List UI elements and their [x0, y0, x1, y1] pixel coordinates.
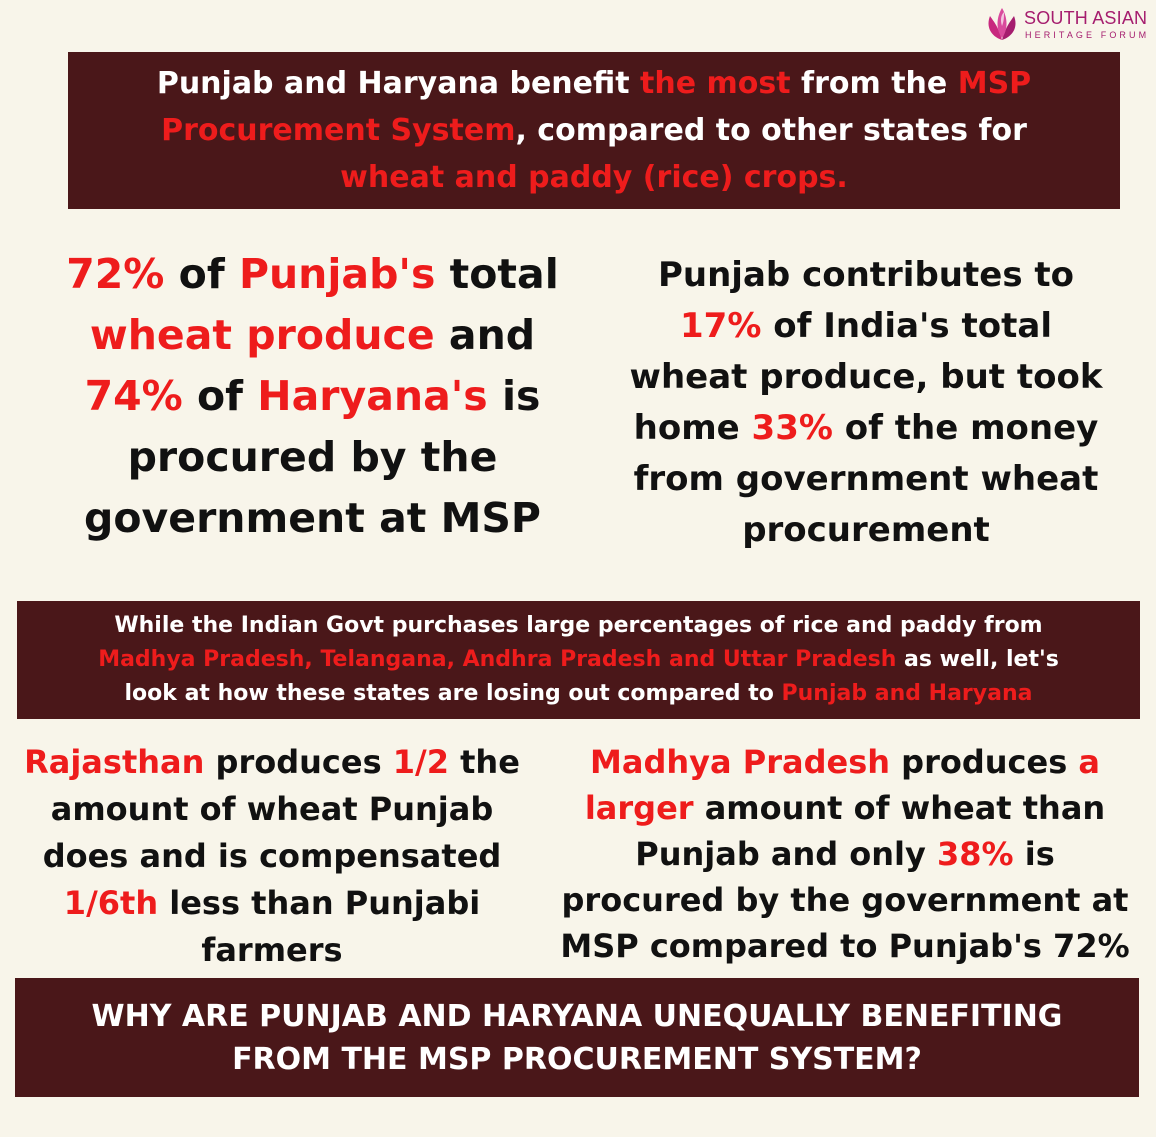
brand-name: SOUTH ASIAN: [1024, 8, 1148, 28]
stat-line: procurement: [742, 510, 990, 550]
stat-line: amount of wheat Punjab: [50, 790, 494, 828]
lotus-icon: [982, 6, 1022, 42]
context-line-3: look at how these states are losing out compared to Punjab and Haryana: [124, 681, 1033, 706]
stat-line: Madhya Pradesh produces a: [590, 743, 1100, 781]
question-banner: [15, 978, 1139, 1097]
stat-line: wheat produce and: [89, 311, 536, 359]
headline-line-2: Procurement System, compared to other states for: [161, 113, 1027, 148]
context-line-1: While the Indian Govt purchases large percentages of rice and paddy from: [114, 613, 1043, 638]
stat-line: farmers: [201, 931, 343, 969]
stat-line: 1/6th less than Punjabi: [63, 884, 481, 922]
highlight-procurement-system: Procurement System: [161, 113, 516, 148]
headline-banner: [68, 52, 1120, 209]
brand-logo: [982, 4, 1154, 42]
stat-line: Punjab and only 38% is: [635, 835, 1055, 873]
stat-line: procured by the: [127, 433, 498, 481]
stat-line: government at MSP: [84, 494, 541, 542]
stat-line: from government wheat: [633, 459, 1099, 499]
question-line-1: WHY ARE PUNJAB AND HARYANA UNEQUALLY BENEFITING: [91, 998, 1063, 1034]
highlight-msp: MSP: [957, 66, 1032, 101]
stat-line: 17% of India's total: [680, 306, 1052, 346]
stat-madhya-pradesh: [550, 739, 1140, 969]
stat-punjab-money-share: [596, 250, 1136, 556]
question-line-2: FROM THE MSP PROCUREMENT SYSTEM?: [232, 1041, 922, 1077]
headline-line-1: Punjab and Haryana benefit the most from the MSP: [156, 66, 1032, 101]
stat-line: procured by the government at: [561, 881, 1129, 919]
stat-rajasthan: [12, 739, 532, 974]
stat-line: wheat produce, but took: [629, 357, 1103, 397]
headline-line-3: wheat and paddy (rice) crops.: [340, 160, 848, 195]
highlight-the-most: the most: [640, 66, 791, 101]
stat-line: does and is compensated: [42, 837, 502, 875]
context-banner: [17, 601, 1140, 719]
stat-line: larger amount of wheat than: [584, 789, 1106, 827]
stat-line: Punjab contributes to: [657, 255, 1075, 295]
brand-subtitle: HERITAGE FORUM: [1025, 30, 1150, 40]
stat-line: 74% of Haryana's is: [84, 372, 541, 420]
stat-line: home 33% of the money: [633, 408, 1099, 448]
stat-line: Rajasthan produces 1/2 the: [24, 743, 520, 781]
stat-line: MSP compared to Punjab's 72%: [560, 927, 1130, 965]
context-line-2: Madhya Pradesh, Telangana, Andhra Pradesh and Uttar Pradesh as well, let's: [98, 647, 1059, 672]
stat-line: 72% of Punjab's total: [66, 250, 559, 298]
stat-punjab-haryana-procurement: [40, 244, 585, 549]
